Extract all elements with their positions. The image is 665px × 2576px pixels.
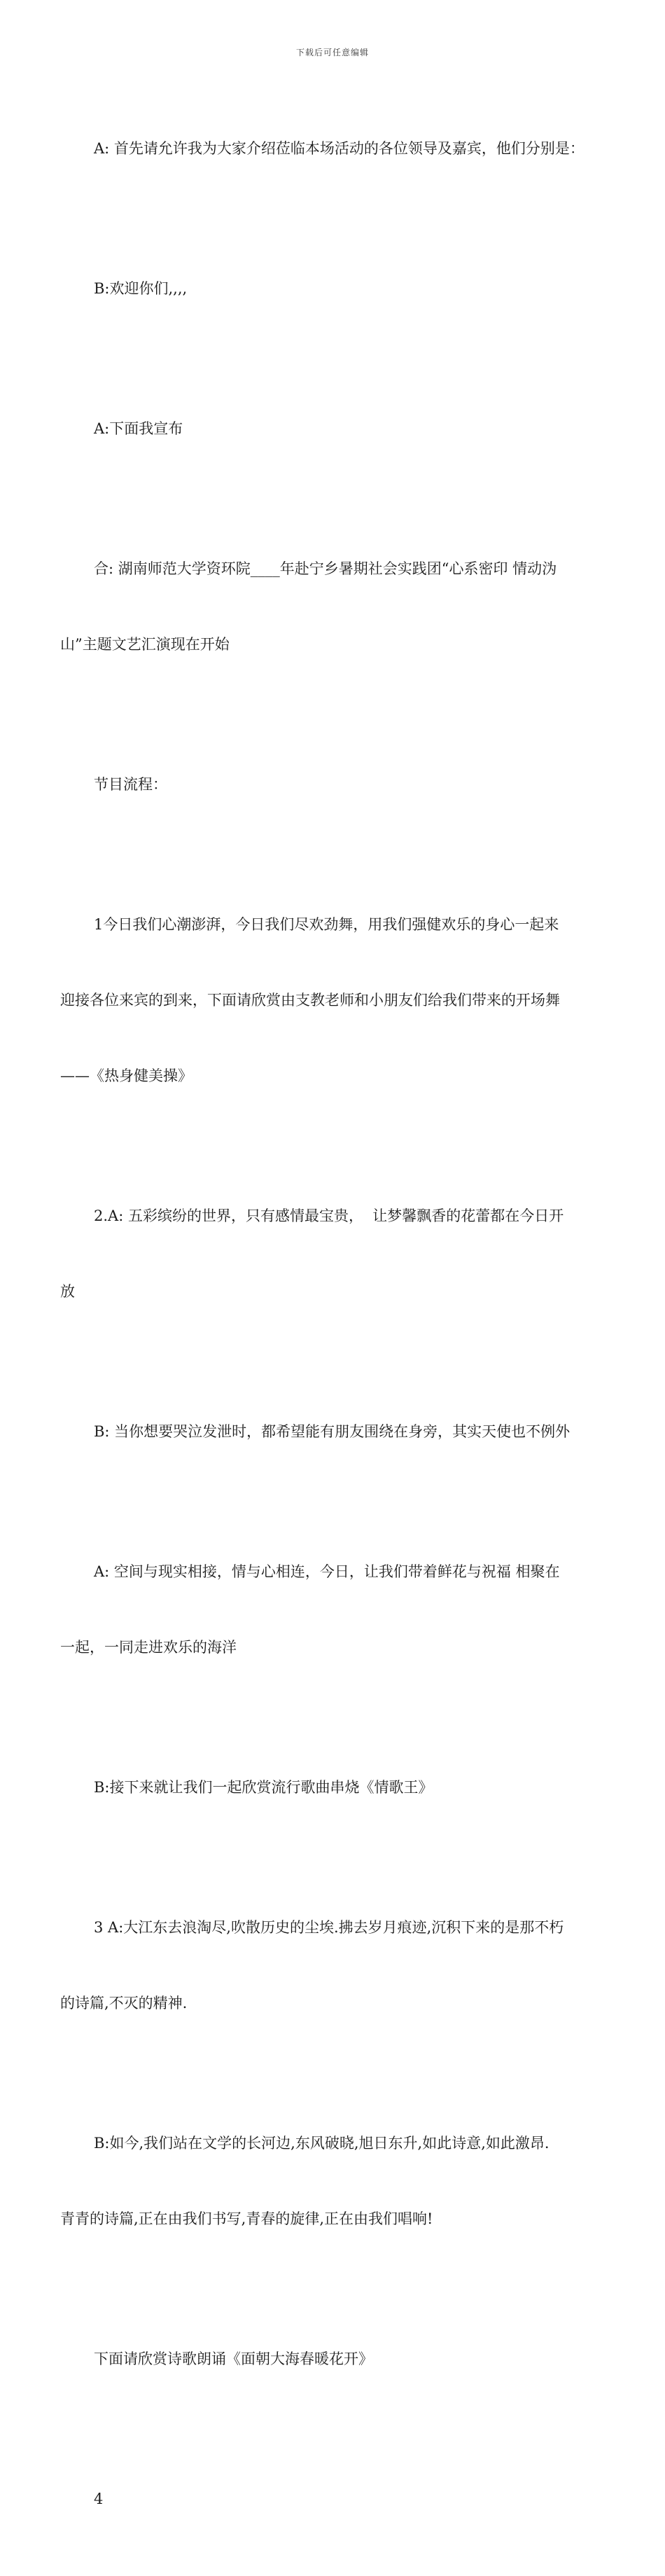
paragraph-line: ——《热身健美操》 <box>60 1067 192 1084</box>
paragraph <box>60 1509 606 1710</box>
paragraph <box>60 2436 606 2562</box>
paragraph <box>60 1369 606 1495</box>
paragraph <box>60 2296 606 2422</box>
paragraph-line: 合: 湖南师范大学资环院____年赴宁乡暑期社会实践团“心系密印 情动沩 <box>94 560 557 577</box>
paragraph <box>60 2080 606 2282</box>
paragraph-line: 2.A: 五彩缤纷的世界，只有感情最宝贵， 让梦馨飘香的花蕾都在今日开 <box>94 1207 564 1224</box>
paragraph-line: A:下面我宣布 <box>94 420 183 437</box>
paragraph-line: B:接下来就让我们一起欣赏流行歌曲串烧《情歌王》 <box>94 1779 433 1796</box>
paragraph <box>60 1864 606 2066</box>
paragraph-line: 节目流程： <box>94 776 167 793</box>
paragraph <box>60 861 606 1139</box>
paragraph-line: 1今日我们心潮澎湃，今日我们尽欢劲舞，用我们强健欢乐的身心一起来 <box>94 916 559 933</box>
paragraph-line: A: 首先请允许我为大家介绍莅临本场活动的各位领导及嘉宾，他们分别是： <box>94 140 584 157</box>
paragraph-line: 3 A:大江东去浪淘尽,吹散历史的尘埃.拂去岁月痕迹,沉积下来的是那不朽 <box>94 1919 564 1936</box>
paragraph <box>60 721 606 847</box>
paragraph-line: 迎接各位来宾的到来，下面请欣赏由支教老师和小朋友们给我们带来的开场舞 <box>60 992 560 1009</box>
page-header: 下载后可任意编辑 <box>295 48 369 57</box>
paragraph-line: 4 <box>94 2491 104 2507</box>
paragraph-line: A: 空间与现实相接，情与心相连，今日，让我们带着鲜花与祝福 相聚在 <box>94 1563 560 1580</box>
paragraph <box>60 85 606 212</box>
paragraph <box>60 1153 606 1355</box>
paragraph-line: 的诗篇,不灭的精神. <box>60 1995 188 2011</box>
paragraph-line: B: 当你想要哭泣发泄时，都希望能有朋友围绕在身旁，其实天使也不例外 <box>94 1423 570 1440</box>
paragraph-line: 山”主题文艺汇演现在开始 <box>60 636 230 653</box>
paragraph-line: B:如今,我们站在文学的长河边,东风破晓,旭日东升,如此诗意,如此激昂. <box>94 2135 550 2152</box>
paragraph <box>60 506 606 707</box>
paragraph-line: 下面请欣赏诗歌朗诵《面朝大海春暖花开》 <box>94 2350 373 2367</box>
paragraph-line: 一起，一同走进欢乐的海洋 <box>60 1639 237 1656</box>
paragraph <box>60 366 606 492</box>
paragraph-line: 放 <box>60 1283 75 1300</box>
paragraph <box>60 1724 606 1850</box>
paragraph <box>60 226 606 352</box>
paragraph-line: B:欢迎你们,,,, <box>94 280 188 297</box>
document-body <box>60 85 606 2576</box>
paragraph-line: 青青的诗篇,正在由我们书写,青春的旋律,正在由我们唱响! <box>60 2210 433 2227</box>
